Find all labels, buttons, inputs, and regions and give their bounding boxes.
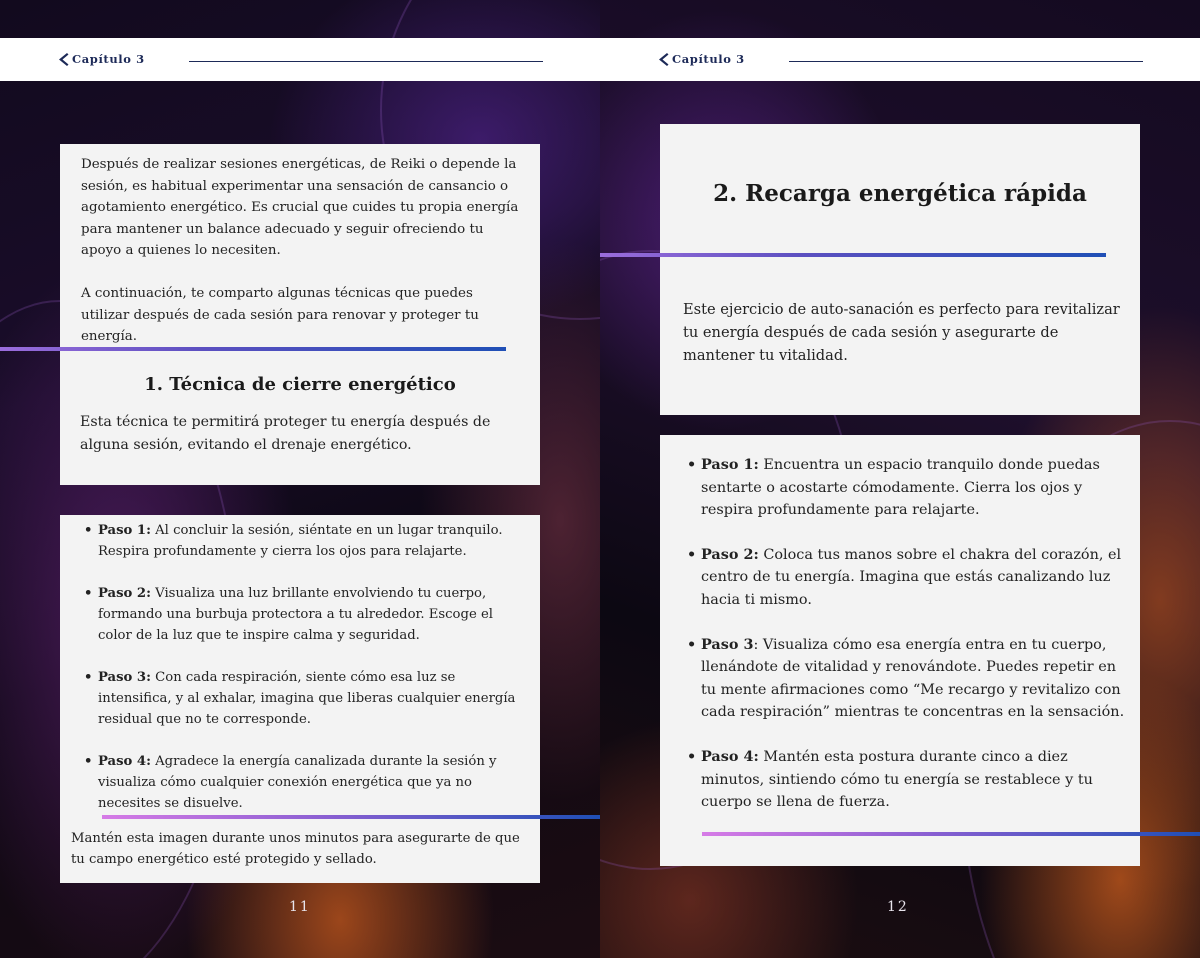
chapter-chevron-icon	[58, 53, 69, 66]
list-item	[687, 544, 1127, 612]
closing-note: Mantén esta imagen durante unos minutos para asegurarte de que tu campo energético esté protegido y sellado.	[71, 831, 520, 867]
right-page	[600, 0, 1200, 958]
step-text: Agradece la energía canalizada durante la sesión y visualiza cómo cualquier conexión energética que ya no necesites se disuelve.	[98, 754, 497, 811]
step-text: Mantén esta postura durante cinco a diez minutos, sintiendo cómo tu energía se restablece y tu cuerpo se llena de fuerza.	[701, 748, 1093, 811]
step-label: Paso 1:	[701, 456, 759, 473]
section-intro: Este ejercicio de auto-sanación es perfecto para revitalizar tu energía después de cada sesión y asegurarte de mantener tu vitalidad.	[683, 301, 1120, 364]
header-divider	[789, 61, 1143, 62]
chapter-label	[58, 52, 145, 66]
chapter-chevron-icon	[658, 53, 669, 66]
steps-card	[660, 435, 1140, 866]
steps-card	[60, 515, 540, 883]
step-text: Al concluir la sesión, siéntate en un lugar tranquilo. Respira profundamente y cierra los ojos para relajarte.	[98, 523, 503, 559]
list-item	[84, 667, 519, 730]
section-divider-bar	[600, 253, 1106, 257]
list-item	[687, 454, 1127, 522]
page-number: 12	[887, 899, 909, 915]
chapter-label	[658, 52, 745, 66]
step-text: : Visualiza cómo esa energía entra en tu cuerpo, llenándote de vitalidad y renovándote. Puedes repetir en tu mente afirmaciones como “Me recargo y revitalizo con cada respiración” mientras te concentras en la sensación.	[701, 636, 1125, 721]
chapter-text: Capítulo 3	[72, 52, 145, 66]
section-title: 1. Técnica de cierre energético	[144, 374, 456, 395]
steps-list	[687, 454, 1127, 814]
step-label: Paso 2:	[98, 586, 151, 601]
step-text: Con cada respiración, siente cómo esa luz se intensifica, y al exhalar, imagina que liberas cualquier energía residual que no te corresponde.	[98, 670, 516, 727]
intro-paragraph: Después de realizar sesiones energéticas, de Reiki o depende la sesión, es habitual experimentar una sensación de cansancio o agotamiento energético. Es crucial que cuides tu propia energía para mantener un balance adecuado y seguir ofreciendo tu apoyo a quienes lo necesiten.	[81, 157, 519, 258]
title-card	[660, 124, 1140, 415]
step-label: Paso 4:	[701, 747, 759, 765]
list-item	[84, 751, 519, 814]
chapter-text: Capítulo 3	[672, 52, 745, 66]
step-text: Visualiza una luz brillante envolviendo tu cuerpo, formando una burbuja protectora a tu alrededor. Escoge el color de la luz que te inspire calma y seguridad.	[98, 586, 493, 643]
list-item	[84, 583, 519, 646]
step-label: Paso 3	[701, 635, 754, 653]
list-item	[687, 746, 1127, 814]
list-item	[687, 634, 1127, 724]
step-label: Paso 1:	[98, 523, 151, 538]
page-header	[0, 38, 600, 81]
intro-card	[60, 144, 540, 485]
section-intro: Esta técnica te permitirá proteger tu energía después de alguna sesión, evitando el drenaje energético.	[80, 414, 491, 453]
steps-divider-bar	[102, 815, 600, 819]
step-label: Paso 2:	[701, 545, 759, 563]
step-text: Encuentra un espacio tranquilo donde puedas sentarte o acostarte cómodamente. Cierra los ojos y respira profundamente para relajarte.	[701, 457, 1100, 519]
steps-divider-bar	[702, 832, 1200, 836]
step-text: Coloca tus manos sobre el chakra del corazón, el centro de tu energía. Imagina que estás canalizando luz hacia ti mismo.	[701, 546, 1122, 608]
step-label: Paso 3:	[98, 670, 151, 685]
steps-list	[84, 520, 519, 814]
list-item	[84, 520, 519, 562]
page-header	[600, 38, 1200, 81]
step-label: Paso 4:	[98, 754, 151, 769]
intro-paragraph: A continuación, te comparto algunas técnicas que puedes utilizar después de cada sesión para renovar y proteger tu energía.	[81, 286, 479, 344]
section-title: 2. Recarga energética rápida	[713, 180, 1087, 207]
page-number: 11	[289, 899, 311, 915]
header-divider	[189, 61, 543, 62]
section-divider-bar	[0, 347, 506, 351]
